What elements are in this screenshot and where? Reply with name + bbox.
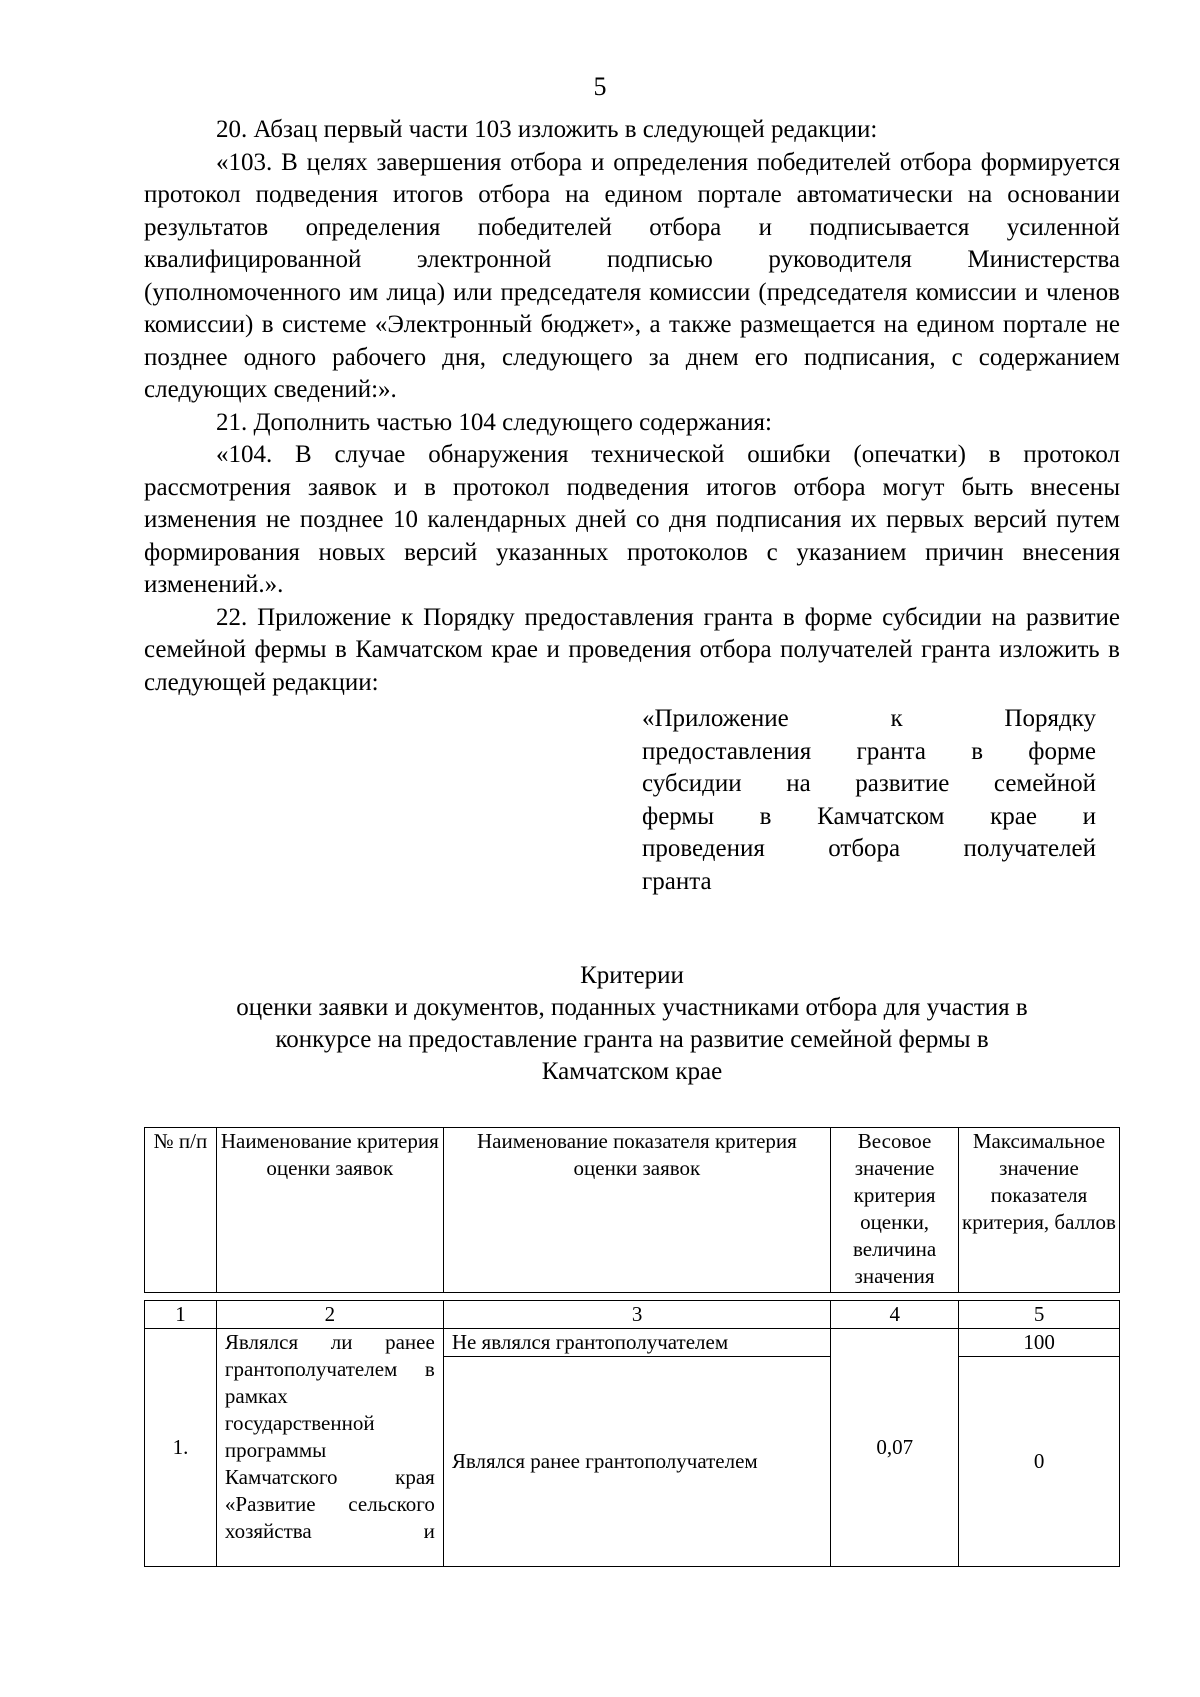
- appendix-line: «Приложение к Порядку: [642, 705, 1096, 732]
- indicator-cell: Не являлся грантополучателем: [443, 1329, 831, 1357]
- column-number-cell: 4: [831, 1301, 959, 1329]
- table-column-numbers-row: [145, 1301, 1120, 1329]
- table-row: [145, 1329, 1120, 1357]
- header-cell-criterion: Наименование критерия оценки заявок: [216, 1128, 443, 1293]
- heading-subtitle-line: конкурсе на предоставление гранта на развитие семейной фермы в: [275, 1026, 989, 1053]
- paragraph-103-text: «103. В целях завершения отбора и определения победителей отбора формируется протокол подведения итогов отбора на едином портале автоматически на основании результатов определения победителей отбора и подписывается усиленной квалифицированной электронной подписью руководителя Министерства (уполномоченного им лица) или председателя комиссии (председателя комиссии и членов комиссии) в системе «Электронный бюджет», а также размещается на едином портале не позднее одного рабочего дня, следующего за днем его подписания, с содержанием следующих сведений:».: [144, 148, 1120, 403]
- paragraph-20: 20. Абзац первый части 103 изложить в следующей редакции:: [216, 116, 878, 143]
- document-body: [144, 114, 1120, 699]
- appendix-line: проведения отбора получателей: [642, 835, 1096, 862]
- criteria-table-body: [144, 1300, 1120, 1567]
- paragraph-21: 21. Дополнить частью 104 следующего содержания:: [216, 408, 772, 436]
- heading-subtitle-line: Камчатском крае: [541, 1058, 723, 1085]
- paragraph-22: 22. Приложение к Порядку предоставления гранта в форме субсидии на развитие семейной фермы в Камчатском крае и проведения отбора получателей гранта изложить в следующей редакции:: [144, 603, 1120, 696]
- weight-cell: 0,07: [831, 1329, 959, 1567]
- paragraph-104-text: «104. В случае обнаружения технической ошибки (опечатки) в протокол рассмотрения заявок и в протокол подведения итогов отбора могут быть внесены изменения не позднее 10 календарных дней со дня подписания их первых версий путем формирования новых версий указанных протоколов с указанием причин внесения изменений.».: [144, 441, 1120, 598]
- row-number-cell: 1.: [145, 1329, 217, 1567]
- criteria-heading: [144, 960, 1120, 1088]
- appendix-line: фермы в Камчатском крае и: [642, 802, 1096, 830]
- appendix-line: предоставления гранта в форме: [642, 737, 1096, 765]
- appendix-line: гранта: [642, 867, 712, 895]
- heading-subtitle-line: оценки заявки и документов, поданных участниками отбора для участия в: [236, 994, 1028, 1021]
- score-cell: 0: [959, 1357, 1120, 1567]
- column-number-cell: 2: [216, 1301, 443, 1329]
- indicator-cell: Являлся ранее грантополучателем: [443, 1357, 831, 1567]
- table-header-row: [145, 1128, 1120, 1293]
- column-number-cell: 1: [145, 1301, 217, 1329]
- criteria-table-header: [144, 1127, 1120, 1293]
- appendix-line: субсидии на развитие семейной: [642, 770, 1096, 797]
- appendix-caption: [642, 703, 1096, 898]
- header-cell-number: № п/п: [145, 1128, 217, 1293]
- header-cell-indicator: Наименование показателя критерия оценки заявок: [443, 1128, 830, 1293]
- column-number-cell: 3: [443, 1301, 831, 1329]
- page-number: 5: [593, 72, 607, 101]
- score-cell: 100: [959, 1329, 1120, 1357]
- column-number-cell: 5: [959, 1301, 1120, 1329]
- header-cell-weight: Весовое значение критерия оценки, величина значения: [831, 1128, 959, 1293]
- criterion-name-cell: Являлся ли ранее грантополучателем в рамках государственной программы Камчатского края «Развитие сельского хозяйства и: [216, 1329, 443, 1567]
- header-cell-max-score: Максимальное значение показателя критерия, баллов: [959, 1128, 1120, 1293]
- heading-title: Критерии: [580, 962, 684, 989]
